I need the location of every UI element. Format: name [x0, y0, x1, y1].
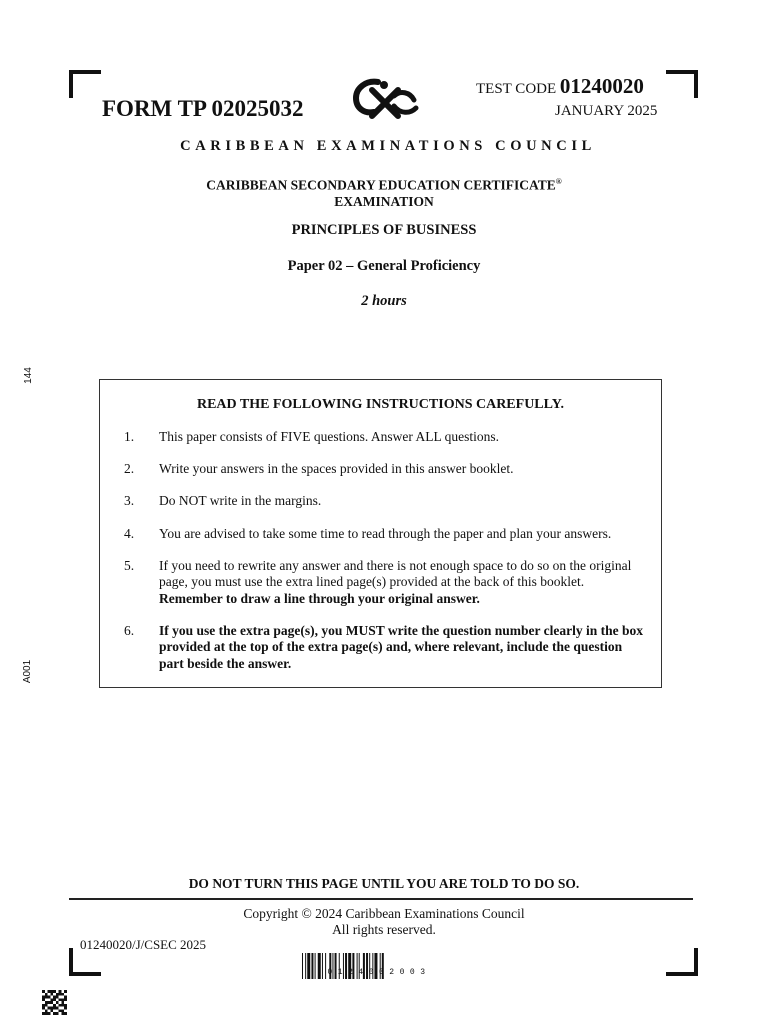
corner-mark-top-left: [69, 70, 101, 98]
registered-mark: ®: [555, 177, 562, 186]
cxc-logo-icon: [348, 76, 420, 124]
qr-code-icon: [41, 990, 68, 1015]
instruction-text: If you use the extra page(s), you MUST write the question number clearly in the box provided at the top of the extra page(s) and, where relevant, include the question part beside the answer.: [159, 623, 643, 671]
exam-date: JANUARY 2025: [555, 103, 658, 119]
subject-title: PRINCIPLES OF BUSINESS: [291, 222, 477, 238]
form-tp-number: FORM TP 02025032: [102, 96, 304, 121]
barcode-digits: 0124002003: [327, 968, 431, 977]
certificate-line-2: EXAMINATION: [334, 193, 434, 209]
instruction-number: 2.: [124, 461, 135, 476]
test-code-label: TEST CODE: [476, 81, 557, 97]
paper-code-reference: 01240020/J/CSEC 2025: [80, 937, 207, 952]
instruction-text: You are advised to take some time to read through the paper and plan your answers.: [159, 526, 612, 541]
council-name: CARIBBEAN EXAMINATIONS COUNCIL: [180, 138, 596, 154]
copyright: [0, 906, 768, 938]
copyright-line-2: All rights reserved.: [332, 922, 436, 937]
instruction-text: Write your answers in the spaces provided in this answer booklet.: [159, 461, 514, 476]
test-code-value: 01240020: [559, 74, 644, 98]
instructions-heading: READ THE FOLLOWING INSTRUCTIONS CAREFULLY.: [196, 397, 565, 412]
instruction-number: 6.: [124, 623, 135, 638]
instruction-text-bold: Remember to draw a line through your original answer.: [159, 590, 480, 606]
instruction-text-regular: If you need to rewrite any answer and there is not enough space to do so on the original page, you must use the extra lined page(s) provided at the back of this booklet.: [159, 558, 632, 590]
side-label-top: 144: [22, 367, 34, 384]
copyright-line-1: Copyright © 2024 Caribbean Examinations Council: [243, 906, 525, 921]
test-code: [476, 74, 644, 99]
duration: 2 hours: [361, 293, 407, 309]
do-not-turn-warning: DO NOT TURN THIS PAGE UNTIL YOU ARE TOLD TO DO SO.: [188, 876, 580, 891]
instruction-number: 5.: [124, 558, 135, 573]
certificate-title: [0, 174, 768, 210]
paper-title: Paper 02 – General Proficiency: [287, 258, 481, 274]
corner-mark-top-right: [666, 70, 698, 98]
instruction-number: 1.: [124, 429, 135, 444]
footer-divider: [69, 898, 693, 900]
corner-mark-bottom-right: [666, 948, 698, 976]
instructions-box: [99, 379, 662, 688]
instruction-number: 3.: [124, 493, 135, 508]
instruction-text: [159, 558, 643, 607]
instruction-number: 4.: [124, 526, 135, 541]
instruction-text: This paper consists of FIVE questions. Answer ALL questions.: [159, 429, 499, 444]
instruction-text: Do NOT write in the margins.: [159, 493, 322, 508]
side-label-bottom: A001: [22, 659, 34, 684]
certificate-line-1: CARIBBEAN SECONDARY EDUCATION CERTIFICATE: [206, 177, 556, 193]
